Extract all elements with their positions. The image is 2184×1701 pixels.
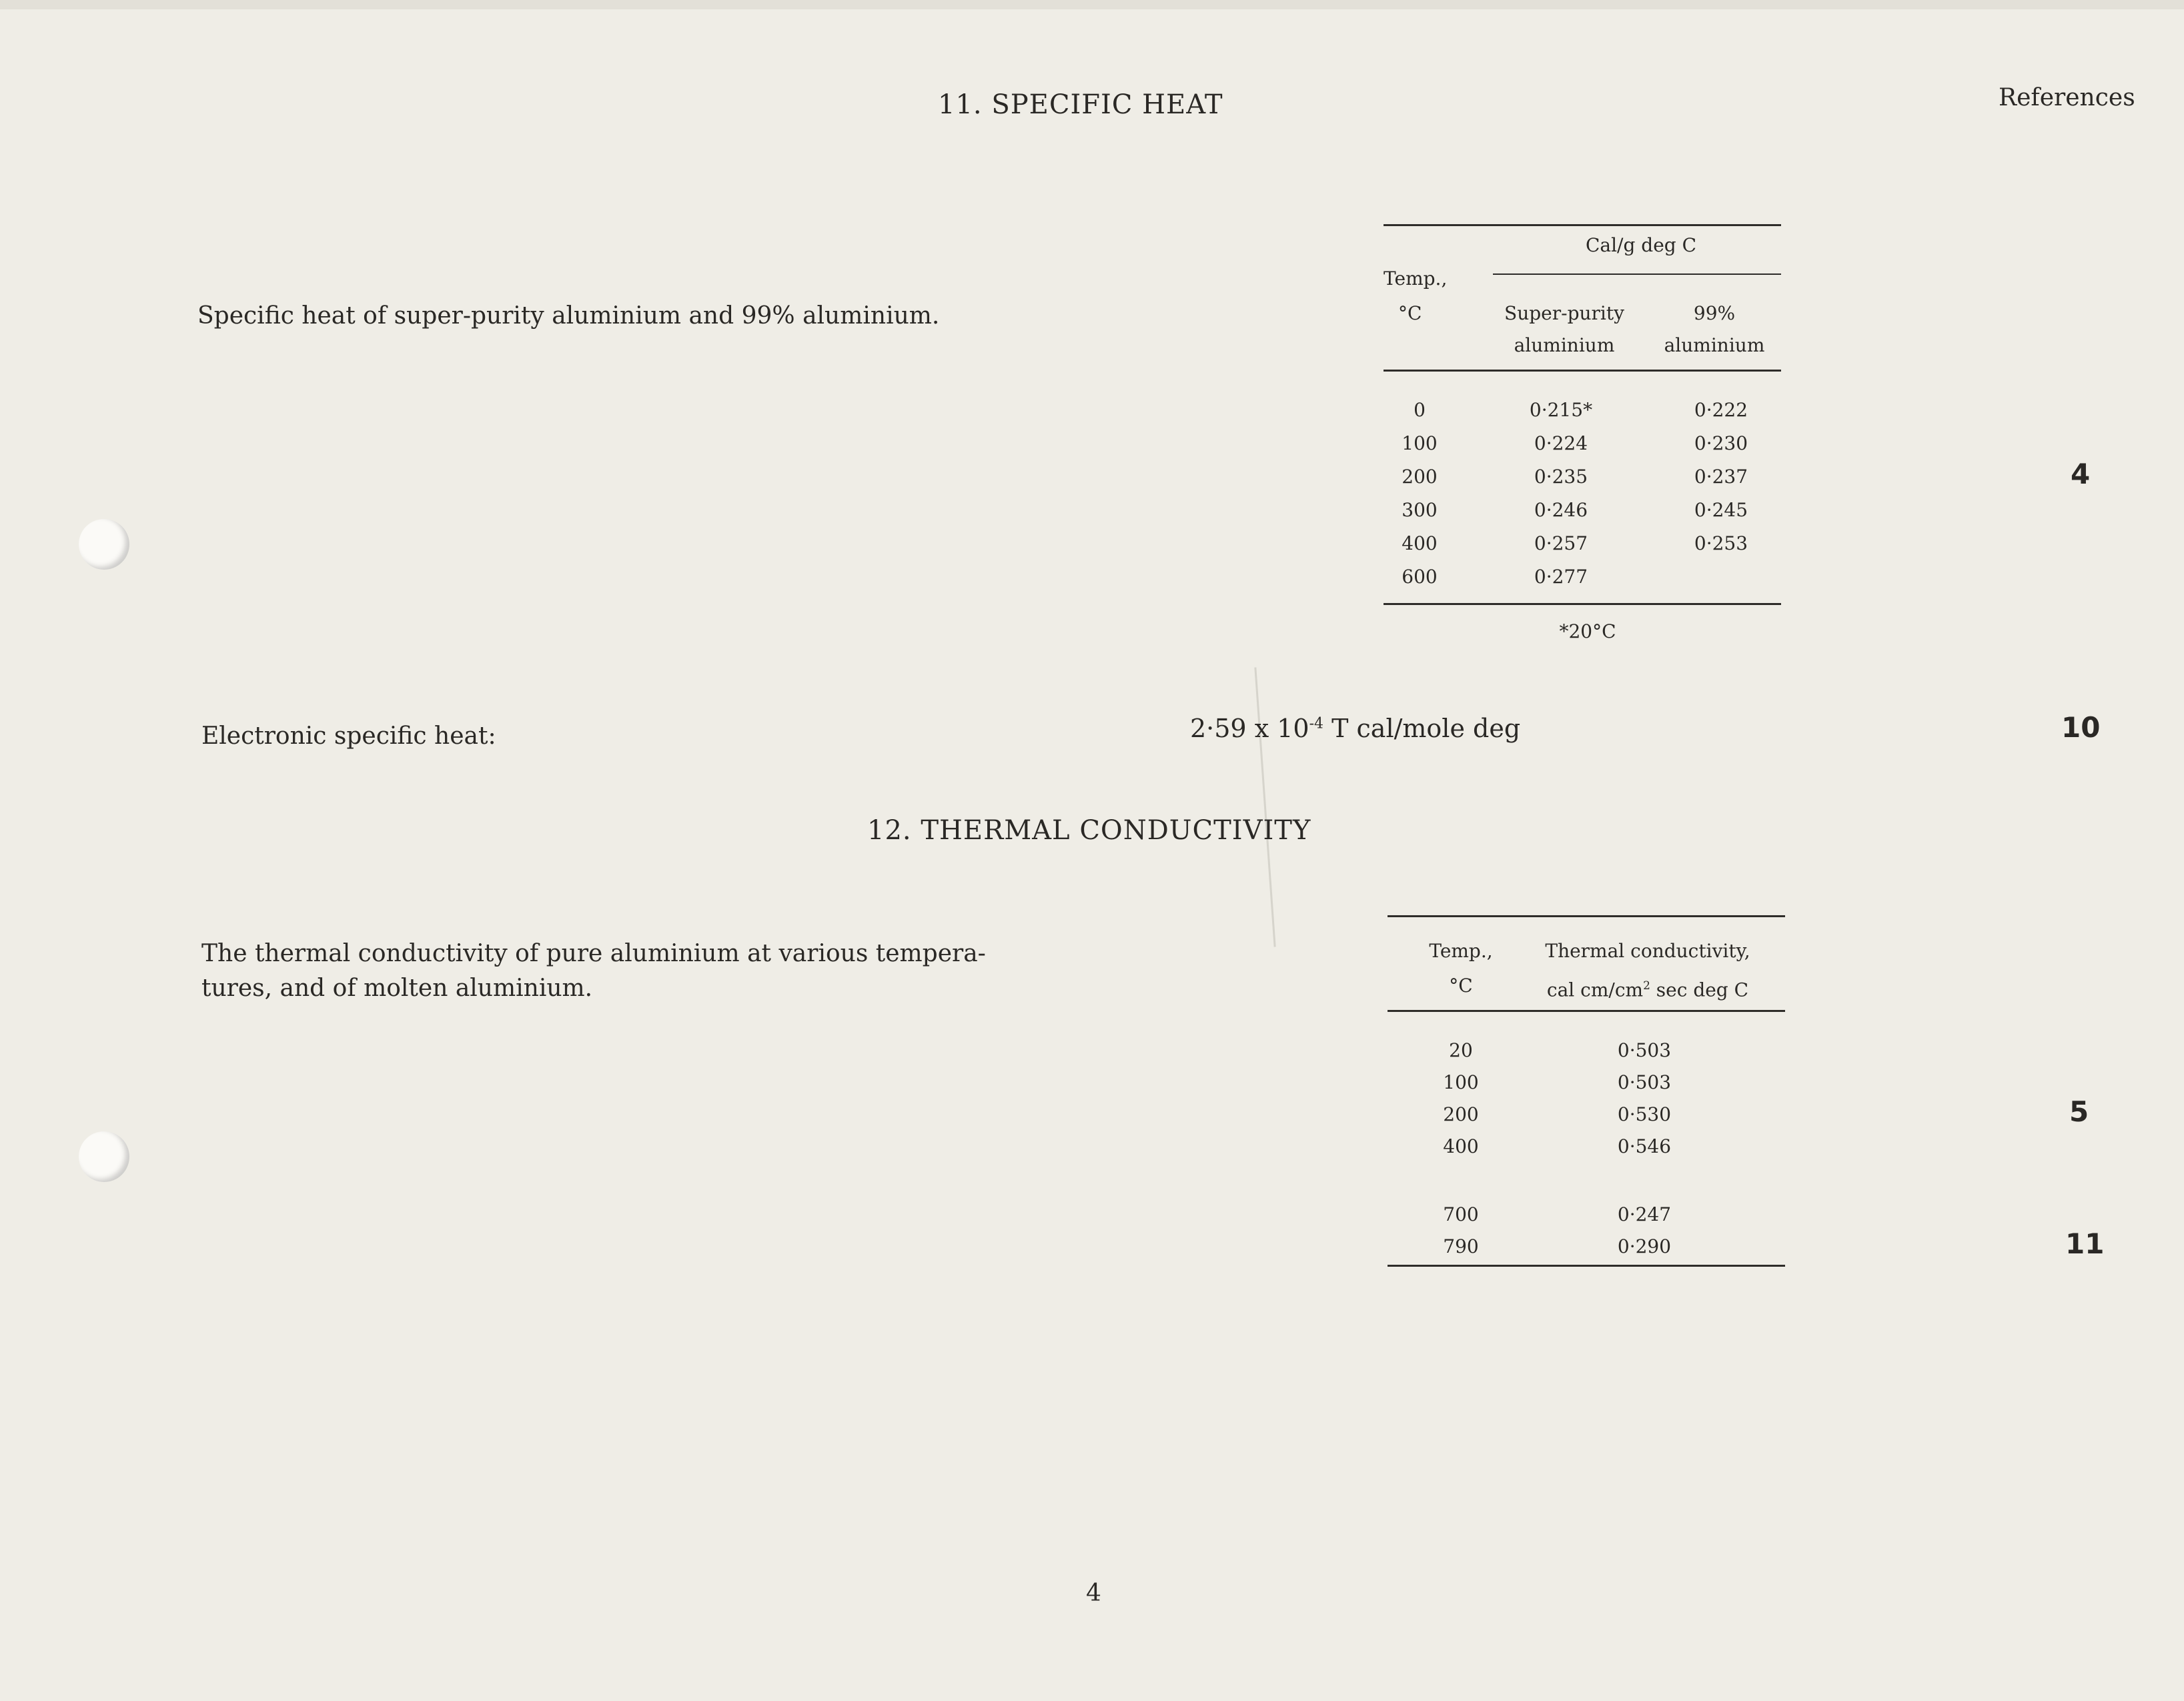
row-temp: 790	[1443, 1235, 1479, 1257]
unit-superscript: 2	[1643, 979, 1650, 993]
section-12-description-line2: tures, and of molten aluminium.	[201, 975, 593, 1002]
unit-part-b: sec deg C	[1650, 979, 1749, 1001]
value-suffix: T cal/mole deg	[1323, 714, 1521, 743]
row-super-purity-value: 0·215*	[1529, 399, 1593, 421]
table-bottom-rule	[1384, 603, 1781, 605]
row-conductivity-value: 0·546	[1617, 1135, 1672, 1157]
binder-hole-top	[79, 519, 129, 570]
row-temp: 300	[1402, 499, 1438, 521]
table-bottom-rule	[1388, 1265, 1785, 1267]
conductivity-header: Thermal conductivity,	[1545, 940, 1750, 962]
section-12-description-line1: The thermal conductivity of pure aluminium at various tempera-	[201, 940, 986, 967]
electronic-specific-heat-value	[1190, 714, 1520, 743]
row-99-value: 0·253	[1694, 532, 1748, 554]
value-exponent: -4	[1309, 715, 1323, 732]
references-label: References	[1999, 84, 2135, 111]
row-super-purity-value: 0·224	[1534, 432, 1588, 454]
page-top-edge	[0, 0, 2184, 9]
row-temp: 400	[1402, 532, 1438, 554]
ninety-nine-header-2: aluminium	[1664, 334, 1765, 356]
table-footnote: *20°C	[1559, 620, 1616, 642]
reference-number: 10	[2061, 711, 2101, 744]
super-purity-header: Super-purity	[1504, 302, 1624, 324]
row-99-value: 0·237	[1694, 466, 1748, 488]
row-temp: 0	[1414, 399, 1426, 421]
unit-part-a: cal cm/cm	[1546, 979, 1644, 1001]
row-super-purity-value: 0·257	[1534, 532, 1588, 554]
unit-header: Cal/g deg C	[1585, 234, 1697, 256]
row-temp: 200	[1443, 1103, 1479, 1125]
paper-crease	[1254, 667, 1275, 947]
row-conductivity-value: 0·503	[1617, 1071, 1672, 1093]
section-11-description: Specific heat of super-purity aluminium and 99% aluminium.	[197, 302, 940, 330]
ninety-nine-header: 99%	[1693, 302, 1736, 324]
value-prefix: 2·59 x 10	[1190, 714, 1309, 743]
row-conductivity-value: 0·503	[1617, 1039, 1672, 1061]
table-top-rule	[1388, 915, 1785, 917]
page-number: 4	[1086, 1580, 1101, 1607]
row-conductivity-value: 0·247	[1617, 1203, 1672, 1225]
row-conductivity-value: 0·290	[1617, 1235, 1672, 1257]
binder-hole-bottom	[79, 1131, 129, 1182]
row-super-purity-value: 0·277	[1534, 566, 1588, 588]
section-11-heading: 11. SPECIFIC HEAT	[938, 89, 1223, 120]
row-temp: 200	[1402, 466, 1438, 488]
row-temp: 100	[1443, 1071, 1479, 1093]
temp-header: Temp.,	[1384, 267, 1448, 290]
temp-unit-header: °C	[1398, 302, 1422, 324]
row-99-value: 0·222	[1694, 399, 1748, 421]
unit-header-rule	[1493, 273, 1781, 275]
header-bottom-rule	[1388, 1010, 1785, 1012]
row-99-value: 0·230	[1694, 432, 1748, 454]
reference-number: 5	[2069, 1095, 2089, 1128]
reference-number: 4	[2071, 458, 2091, 490]
section-12-heading: 12. THERMAL CONDUCTIVITY	[867, 815, 1311, 846]
conductivity-unit-header	[1528, 970, 1768, 1006]
super-purity-header-2: aluminium	[1514, 334, 1615, 356]
row-temp: 700	[1443, 1203, 1479, 1225]
row-temp: 400	[1443, 1135, 1479, 1157]
electronic-specific-heat-label: Electronic specific heat:	[201, 722, 496, 750]
row-temp: 100	[1402, 432, 1438, 454]
row-temp: 20	[1449, 1039, 1473, 1061]
row-temp: 600	[1402, 566, 1438, 588]
temp-unit-header: °C	[1449, 975, 1473, 997]
row-super-purity-value: 0·235	[1534, 466, 1588, 488]
row-super-purity-value: 0·246	[1534, 499, 1588, 521]
table-top-rule	[1384, 224, 1781, 226]
row-99-value: 0·245	[1694, 499, 1748, 521]
row-conductivity-value: 0·530	[1617, 1103, 1672, 1125]
header-bottom-rule	[1384, 370, 1781, 372]
temp-header: Temp.,	[1429, 940, 1493, 962]
reference-number: 11	[2065, 1227, 2105, 1260]
